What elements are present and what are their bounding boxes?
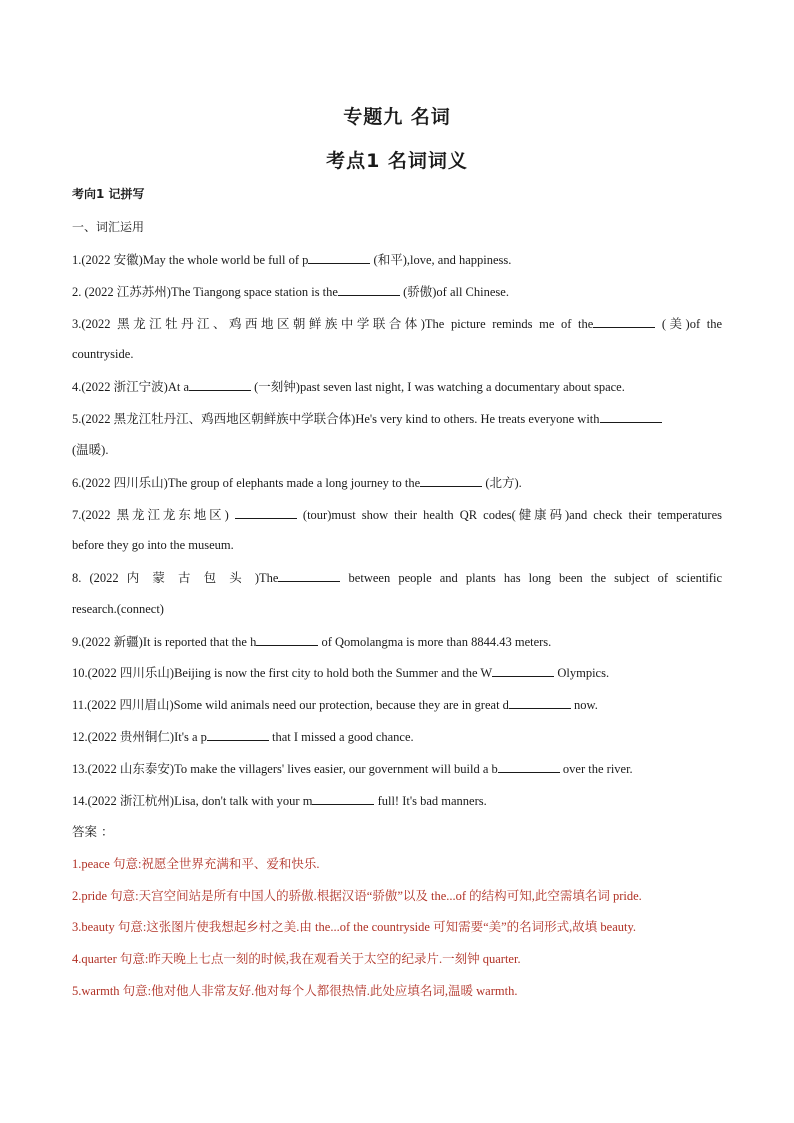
answers-label: 答案 ：: [72, 824, 114, 839]
answer-blank[interactable]: [308, 251, 370, 264]
question-6: 6.(2022 四川乐山)The group of elephants made a long journey to the (北方).: [72, 476, 522, 490]
answer-blank[interactable]: [492, 664, 554, 677]
question-8-cont: research.(connect): [72, 602, 164, 616]
answer-3: 3.beauty 句意:这张图片使我想起乡村之美.由 the...of the countryside 可知需要“美”的名词形式,故填 beauty.: [72, 920, 637, 934]
question-7: 7.(2022 黑龙江龙东地区) (tour)must show their health QR codes(健康码)and check their temperatures: [72, 508, 722, 522]
question-12: 12.(2022 贵州铜仁)It's a p that I missed a good chance.: [72, 730, 414, 744]
question-11: 11.(2022 四川眉山)Some wild animals need our protection, because they are in great d now.: [72, 698, 598, 712]
section-heading: 一、词汇运用: [72, 220, 145, 234]
direction-heading: 考向1 记拼写: [72, 187, 145, 201]
question-1: 1.(2022 安徽)May the whole world be full of p (和平),love, and happiness.: [72, 253, 512, 267]
answer-blank[interactable]: [600, 410, 662, 423]
question-5-cont: (温暖).: [72, 443, 109, 457]
answer-blank[interactable]: [256, 633, 318, 646]
page-title: 专题九 名词: [343, 106, 451, 128]
page-subtitle: 考点1 名词词义: [326, 150, 468, 172]
answer-blank[interactable]: [189, 378, 251, 391]
answer-blank[interactable]: [593, 315, 655, 328]
answer-2: 2.pride 句意:天宫空间站是所有中国人的骄傲.根据汉语“骄傲”以及 the...of 的结构可知,此空需填名词 pride.: [72, 889, 642, 903]
question-7-cont: before they go into the museum.: [72, 538, 234, 552]
question-8: 8. (2022 内 蒙 古 包 头 )The between people and plants has long been the subject of scientific: [72, 571, 722, 585]
question-3: 3.(2022 黑龙江牡丹江、鸡西地区朝鲜族中学联合体)The picture reminds me of the (美)of the: [72, 317, 722, 331]
question-2: 2. (2022 江苏苏州)The Tiangong space station is the (骄傲)of all Chinese.: [72, 285, 509, 299]
question-5: 5.(2022 黑龙江牡丹江、鸡西地区朝鲜族中学联合体)He's very kind to others. He treats everyone with: [72, 410, 722, 427]
answer-blank[interactable]: [235, 506, 297, 519]
answer-blank[interactable]: [278, 569, 340, 582]
question-9: 9.(2022 新疆)It is reported that the h of Qomolangma is more than 8844.43 meters.: [72, 635, 552, 649]
answer-blank[interactable]: [312, 792, 374, 805]
question-3-cont: countryside.: [72, 347, 134, 361]
answer-4: 4.quarter 句意:昨天晚上七点一刻的时候,我在观看关于太空的纪录片.一刻钟 quarter.: [72, 952, 521, 966]
answer-5: 5.warmth 句意:他对他人非常友好.他对每个人都很热情.此处应填名词,温暖 warmth.: [72, 984, 518, 998]
question-10: 10.(2022 四川乐山)Beijing is now the first city to hold both the Summer and the W Olympics.: [72, 666, 610, 680]
answer-blank[interactable]: [498, 760, 560, 773]
answer-1: 1.peace 句意:祝愿全世界充满和平、爱和快乐.: [72, 857, 320, 871]
question-4: 4.(2022 浙江宁波)At a (一刻钟)past seven last night, I was watching a documentary about space.: [72, 380, 625, 394]
answer-blank[interactable]: [207, 728, 269, 741]
question-13: 13.(2022 山东泰安)To make the villagers' lives easier, our government will build a b over the river.: [72, 762, 633, 776]
question-14: 14.(2022 浙江杭州)Lisa, don't talk with your m full! It's bad manners.: [72, 794, 487, 808]
answer-blank[interactable]: [338, 283, 400, 296]
answer-blank[interactable]: [509, 696, 571, 709]
answer-blank[interactable]: [420, 474, 482, 487]
